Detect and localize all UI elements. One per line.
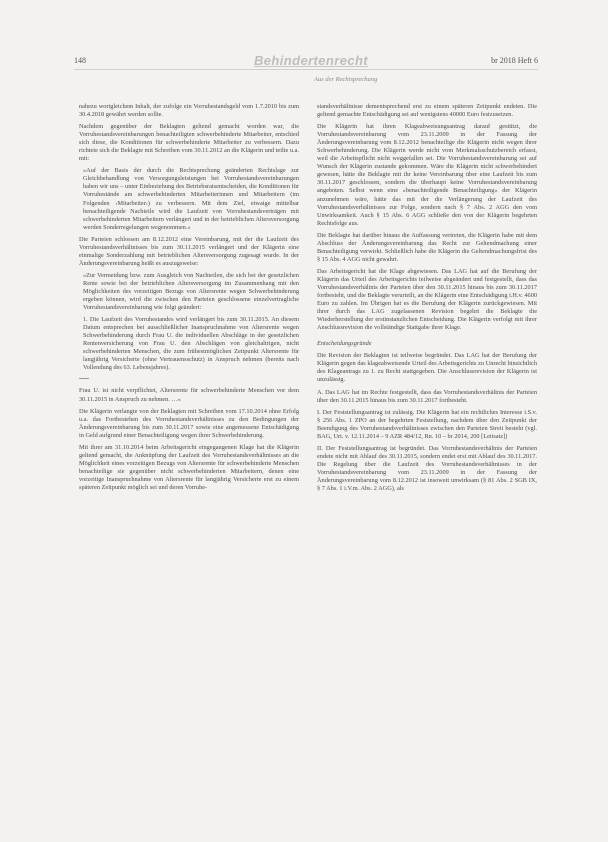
paragraph: Mit ihrer am 31.10.2014 beim Arbeitsgericht eingegangenen Klage hat die Klägerin geltend gemacht, die Anknüpfung der Laufzeit des Vorruhestandsverhältnisses an die Möglichkeit eines vorzeitigen Bezugs von Altersrente für schwerbehinderte Menschen benachteilige sie gegenüber nicht schwerbehinderten Mitarbeitern, denen eine vorzeitige Inanspruchnahme von Altersrente für langjährig Versicherte erst zu einem späteren Zeitpunkt möglich sei und deren Vorruhe- (79, 443, 299, 491)
section-heading: Entscheidungsgründe (317, 340, 372, 348)
quote-paragraph: 1. Die Laufzeit des Vorruhestandes wird verlängert bis zum 30.11.2015. An diesem Datum entsprechen bei ausschließlicher Inanspruchnahme von Altersrente wegen Schwerbehinderung durch Frau U. die individuellen Abschläge in der gesetzlichen Rentenversicherung von Frau U. den Abschlägen von gleichaltrigen, nicht schwerbehinderten Menschen, die zum frühestmöglichen Zeitpunkt Altersrente für langjährig Versicherte (ohne Vertrauensschutz) in Anspruch nehmen (bereits nach Vollendung des 63. Lebensjahres). (83, 316, 299, 372)
paragraph: A. Das LAG hat im Rechte festgestellt, dass das Vorruhestandsverhältnis der Parteien über den 30.11.2015 hinaus bis zum 30.11.2017 fortbesteht. (317, 388, 537, 404)
quote-paragraph: »Zur Vermeidung bzw. zum Ausgleich von Nachteilen, die sich bei der gesetzlichen Rente sowie bei der betrieblichen Altersversorgung im Zusammenhang mit den Möglichkeiten des vorzeitigen Bezugs von Altersrente wegen Schwerbehinderung ergeben können, wird die zwischen den Parteien geschlossene einzelvertragliche Vorruhestandsvereinbarung wie folgt geändert: (83, 271, 299, 312)
page-header (74, 53, 538, 96)
paragraph: I. Der Feststellungsantrag ist zulässig. Die Klägerin hat ein rechtliches Interesse i.S.v. § 256 Abs. 1 ZPO an der begehrten Feststellung, nachdem über den Zeitpunkt der Beendigung des Vorruhestandsverhältnisses zwischen den Parteien Streit besteht (vgl. BAG, Urt. v. 12.11.2014 – 9 AZR 484/12, Rn. 10 – br 2014, 200 [Leitsatz]) (317, 408, 537, 440)
issue-label: br 2018 Heft 6 (491, 56, 538, 65)
paragraph: Die Revision der Beklagten ist teilweise begründet. Das LAG hat der Berufung der Klägerin gegen das klageabweisende Urteil des Arbeitsgerichts zu Unrecht hinsichtlich des Klageantrags zu 1. zu Recht stattgegeben. Die Anschlussrevision der Klägerin ist unzulässig. (317, 352, 537, 384)
paragraph: Die Klägerin hat ihren Klageabweisungsantrag darauf gestützt, die Vorruhestandsvereinbarung vom 23.11.2009 in der Fassung der Änderungsvereinbarung vom 8.12.2012 benachteilige die Klägerin nicht wegen ihrer Schwerbehinderung. Die Klägerin werde nicht vom Merkmalsschutzbereich erfasst, weil die Arbeitspflicht nicht weggefallen sei. Die Vorruhestandsvereinbarung sei auf Wunsch der Klägerin zustande gekommen. Wäre die Klägerin nicht schwerbehindert gewesen, hätte die Beklagte mit ihr keine Vereinbarung über eine Laufzeit bis zum 30.11.2017 geschlossen, sondern die überhaupt keine Vorruhestandsvereinbarung angeboten. Selbst wenn eine »benachteiligende Benachteiligung« der Klägerin anzunehmen wäre, hätte das mit der die Verlängerung der Laufzeit des Vorruhestandsverhältnisses zur Folge, sondern nach § 7 Abs. 2 AGG den vom Unwirksamkeit. Auch § 15 Abs. 6 AGG schließe den von der Klägerin begehrten Rechtsfolge aus. (317, 123, 537, 227)
paragraph: Die Klägerin verlangte von der Beklagten mit Schreiben vom 17.10.2014 ohne Erfolg u.a. das Fortbestehen des Vorruhestandsverhältnisses zu den Bedingungen der Änderungsvereinbarung bis zum 30.11.2017 sowie eine angemessene Entschädigung in Geld aufgrund einer Benachteiligung wegen ihrer Schwerbehinderung. (79, 407, 299, 439)
section-title: Aus der Rechtsprechung (314, 76, 378, 83)
quote-paragraph: »Auf der Basis der durch die Rechtsprechung geänderten Rechtslage zur Gleichbehandlung von Versorgungsleistungen bei Vorruhestandsvereinbarungen haben wir uns – unter Einbeziehung des Betriebsratsentscheiden, die Konditionen für Vorruhestände am schwerbehinderten Mitarbeiterinnen und Mitarbeitern (im Folgenden ›Mitarbeiter‹) zu verbessern. Mit dem Ziel, etwaige mittelbar benachteiligende Nachteile wird die Laufzeit von Vorruhestandsverträgen mit schwerbehinderten Mitarbeitern verlängert und in der betrieblichen Altersversorgung werden Sonderregelungen wegenommen.« (83, 167, 299, 231)
paragraph: Nachdem gegenüber der Beklagten geltend gemacht worden war, die Vorruhestandsvereinbarungen benachteiligten schwerbehinderte Mitarbeiter, entschied sich diese, die Konditionen für schwerbehinderte Mitarbeiter zu verbessern. Dazu richtete sich die Beklagte mit Schreiben vom 30.11.2012 an die Klägerin und teilte u.a. mit: (79, 123, 299, 163)
page-number: 148 (74, 56, 86, 65)
journal-title: Behindertenrecht (254, 53, 369, 68)
paragraph: Die Parteien schlossen am 8.12.2012 eine Vereinbarung, mit der die Laufzeit des Vorruhestandsverhältnisses bis zum 30.11.2015 verlängert und der Klägerin eine einmalige Sonderzahlung mit betrieblichen Altersversorgung zugesagt wurde. In der Änderungsvereinbarung heißt es auszugsweise: (79, 235, 299, 267)
separator (79, 378, 89, 379)
paragraph: Die Beklagte hat darüber hinaus die Auffassung vertreten, die Klägerin habe mit dem Abschluss der Änderungsvereinbarung das Recht zur Geltendmachung einer Benachteiligung verwirkt. Schließlich habe die Klägerin die Geltendmachungsfrist des § 15 Abs. 4 AGG nicht gewahrt. (317, 231, 537, 263)
left-column (79, 103, 299, 496)
paragraph: Das Arbeitsgericht hat die Klage abgewiesen. Das LAG hat auf die Berufung der Klägerin das Urteil des Arbeitsgerichts teilweise abgeändert und festgestellt, dass das Vorruhestandsverhältnis der Parteien über den 30.11.2015 hinaus bis zum 30.11.2017 fortbesteht, und die Beklagte verurteilt, an die Klägerin eine Entschädigung i.H.v. 4600 Euro zu zahlen. Im Übrigen hat es die Berufung der Klägerin zurückgewiesen. Mit ihrer durch das LAG zugelassenen Revision begehrt die Beklagte die Wiederherstellung der erstinstanzlichen Entscheidung. Die Klägerin verfolgt mit ihrer Anschlussrevision die vollständige Stattgabe ihrer Klage. (317, 267, 537, 332)
paragraph: nahezu wortgleichem Inhalt, der zufolge ein Vorruhestandsgeld vom 1.7.2010 bis zum 30.4.2018 gewährt werden sollte. (79, 103, 299, 119)
paragraph: Frau U. ist nicht verpflichtet, Altersrente für schwerbehinderte Menschen vor dem 30.11.2015 in Anspruch zu nehmen. …« (79, 387, 299, 403)
right-column (317, 103, 537, 497)
paragraph: II. Der Feststellungsantrag ist begründet. Das Vorruhestandsverhältnis der Parteien endete nicht mit Ablauf des 30.11.2015, sondern endet erst mit Ablauf des 30.11.2017. Die Regelung über die Laufzeit des Vorruhestandsverhältnisses in der Vorruhestandsvereinbarung vom 23.11.2009 in der Fassung der Änderungsvereinbarung vom 8.12.2012 ist insoweit unwirksam (§ 81 Abs. 2 SGB IX, § 7 Abs. 1 i.V.m. Abs. 2 AGG), als (317, 444, 537, 493)
paragraph: standsverhältnisse dementsprechend erst zu einem späteren Zeitpunkt endeten. Die geltend gemachte Entschädigung sei auf wenigstens 40000 Euro festzusetzen. (317, 103, 537, 119)
header-rule (74, 69, 538, 70)
